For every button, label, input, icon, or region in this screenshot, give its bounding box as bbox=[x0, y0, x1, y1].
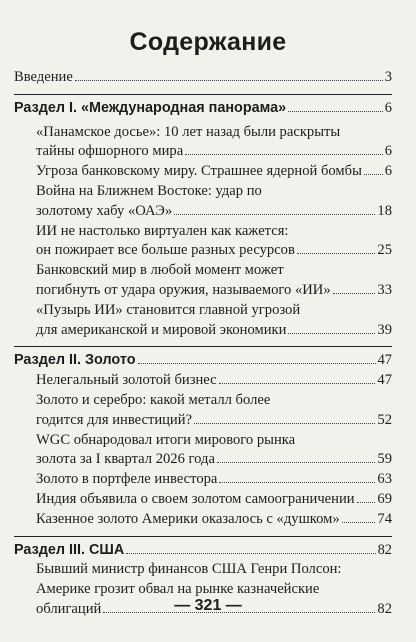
toc-page-number: 25 bbox=[377, 242, 392, 259]
toc-page-number: 18 bbox=[377, 202, 392, 219]
toc-entry-line: годится для инвестиций? bbox=[36, 411, 193, 428]
toc-entry-line: тайны офшорного мира bbox=[36, 143, 184, 160]
dot-leader bbox=[194, 423, 375, 424]
section-title: Раздел I. «Международная панорама» bbox=[14, 99, 287, 116]
dot-leader bbox=[174, 214, 375, 215]
toc-page-number: 63 bbox=[377, 471, 392, 488]
page-number: — 321 — bbox=[174, 597, 242, 614]
toc-section-2[interactable] bbox=[14, 351, 392, 371]
toc-page-number: 6 bbox=[384, 99, 392, 116]
toc-entry[interactable] bbox=[14, 490, 392, 510]
toc-entry[interactable] bbox=[14, 510, 392, 530]
toc-entry-line: Угроза банковскому миру. Страшнее ядерной бомбы bbox=[36, 163, 362, 180]
toc-page-number: 82 bbox=[377, 541, 392, 558]
toc-entry-line: Золото в портфеле инвестора bbox=[36, 471, 218, 488]
toc-entry[interactable] bbox=[14, 301, 392, 341]
toc-entry-line: Война на Ближнем Востоке: удар по bbox=[36, 182, 262, 199]
toc-entry-line: облигаций bbox=[36, 600, 102, 617]
dot-leader bbox=[126, 553, 375, 554]
toc-entry[interactable] bbox=[14, 431, 392, 471]
toc-section-1[interactable] bbox=[14, 99, 392, 119]
toc-entry-line: Казенное золото Америки оказалось с «душком» bbox=[36, 510, 340, 527]
toc-section-3[interactable] bbox=[14, 541, 392, 561]
toc-page-number: 74 bbox=[377, 510, 392, 527]
dot-leader bbox=[217, 462, 375, 463]
section-title: Раздел II. Золото bbox=[14, 352, 136, 369]
page-title: Содержание bbox=[129, 28, 287, 56]
toc-entry[interactable] bbox=[14, 371, 392, 391]
toc-page-number: 33 bbox=[377, 281, 392, 298]
toc-entry-line: Америке грозит обвал на рынке казначейские bbox=[36, 581, 320, 598]
toc-entry-line: ИИ не настолько виртуален как кажется: bbox=[36, 222, 289, 239]
toc-entry-line: погибнуть от удара оружия, называемого «ИИ» bbox=[36, 281, 331, 298]
section-title: Раздел III. США bbox=[14, 541, 125, 558]
toc-entry-line: «Пузырь ИИ» становится главной угрозой bbox=[36, 301, 301, 318]
dot-leader bbox=[333, 293, 376, 294]
toc-entry-line: Бывший министр финансов США Генри Полсон: bbox=[36, 561, 342, 578]
dot-leader bbox=[288, 111, 383, 112]
dot-leader bbox=[364, 174, 383, 175]
toc-page-number: 47 bbox=[377, 372, 392, 389]
dot-leader bbox=[342, 522, 376, 523]
toc-entry[interactable] bbox=[14, 222, 392, 262]
toc-entry-intro[interactable] bbox=[14, 68, 392, 88]
toc-entry[interactable] bbox=[14, 261, 392, 301]
dot-leader bbox=[288, 333, 375, 334]
toc-entry-line: золота за I квартал 2026 года bbox=[36, 451, 215, 468]
toc-entry-line: Золото и серебро: какой металл более bbox=[36, 391, 271, 408]
section-divider bbox=[14, 536, 392, 537]
toc-entry[interactable] bbox=[14, 182, 392, 222]
section-divider bbox=[14, 94, 392, 95]
table-of-contents bbox=[14, 68, 392, 620]
dot-leader bbox=[219, 482, 375, 483]
toc-entry-line: Нелегальный золотой бизнес bbox=[36, 372, 217, 389]
toc-page-number: 47 bbox=[377, 352, 392, 369]
toc-page-number: 6 bbox=[384, 143, 392, 160]
toc-page-number: 59 bbox=[377, 451, 392, 468]
toc-page-number: 39 bbox=[377, 321, 392, 338]
toc-entry-line: золотому хабу «ОАЭ» bbox=[36, 202, 173, 219]
toc-entry-title: Введение bbox=[14, 69, 73, 85]
section-divider bbox=[14, 346, 392, 347]
toc-entry-line: для американской и мировой экономики bbox=[36, 321, 287, 338]
toc-entry[interactable] bbox=[14, 162, 392, 182]
dot-leader bbox=[75, 80, 383, 81]
dot-leader bbox=[185, 154, 383, 155]
dot-leader bbox=[357, 502, 376, 503]
toc-entry-line: Индия объявила о своем золотом самоограничении bbox=[36, 490, 355, 507]
toc-page-number: 52 bbox=[377, 411, 392, 428]
toc-entry-line: Банковский мир в любой момент может bbox=[36, 262, 284, 279]
toc-entry-line: он пожирает все больше разных ресурсов bbox=[36, 242, 295, 259]
toc-entry-line: WGC обнародовал итоги мирового рынка bbox=[36, 431, 296, 448]
toc-page-number: 69 bbox=[377, 490, 392, 507]
toc-page-number: 82 bbox=[377, 600, 392, 617]
dot-leader bbox=[297, 253, 376, 254]
toc-entry[interactable] bbox=[14, 123, 392, 163]
dot-leader bbox=[219, 383, 376, 384]
toc-entry[interactable] bbox=[14, 470, 392, 490]
dot-leader bbox=[138, 363, 376, 364]
toc-page-number: 6 bbox=[384, 163, 392, 180]
toc-entry-line: «Панамское досье»: 10 лет назад были раскрыты bbox=[36, 123, 341, 140]
toc-entry[interactable] bbox=[14, 391, 392, 431]
toc-page-number: 3 bbox=[384, 69, 392, 85]
